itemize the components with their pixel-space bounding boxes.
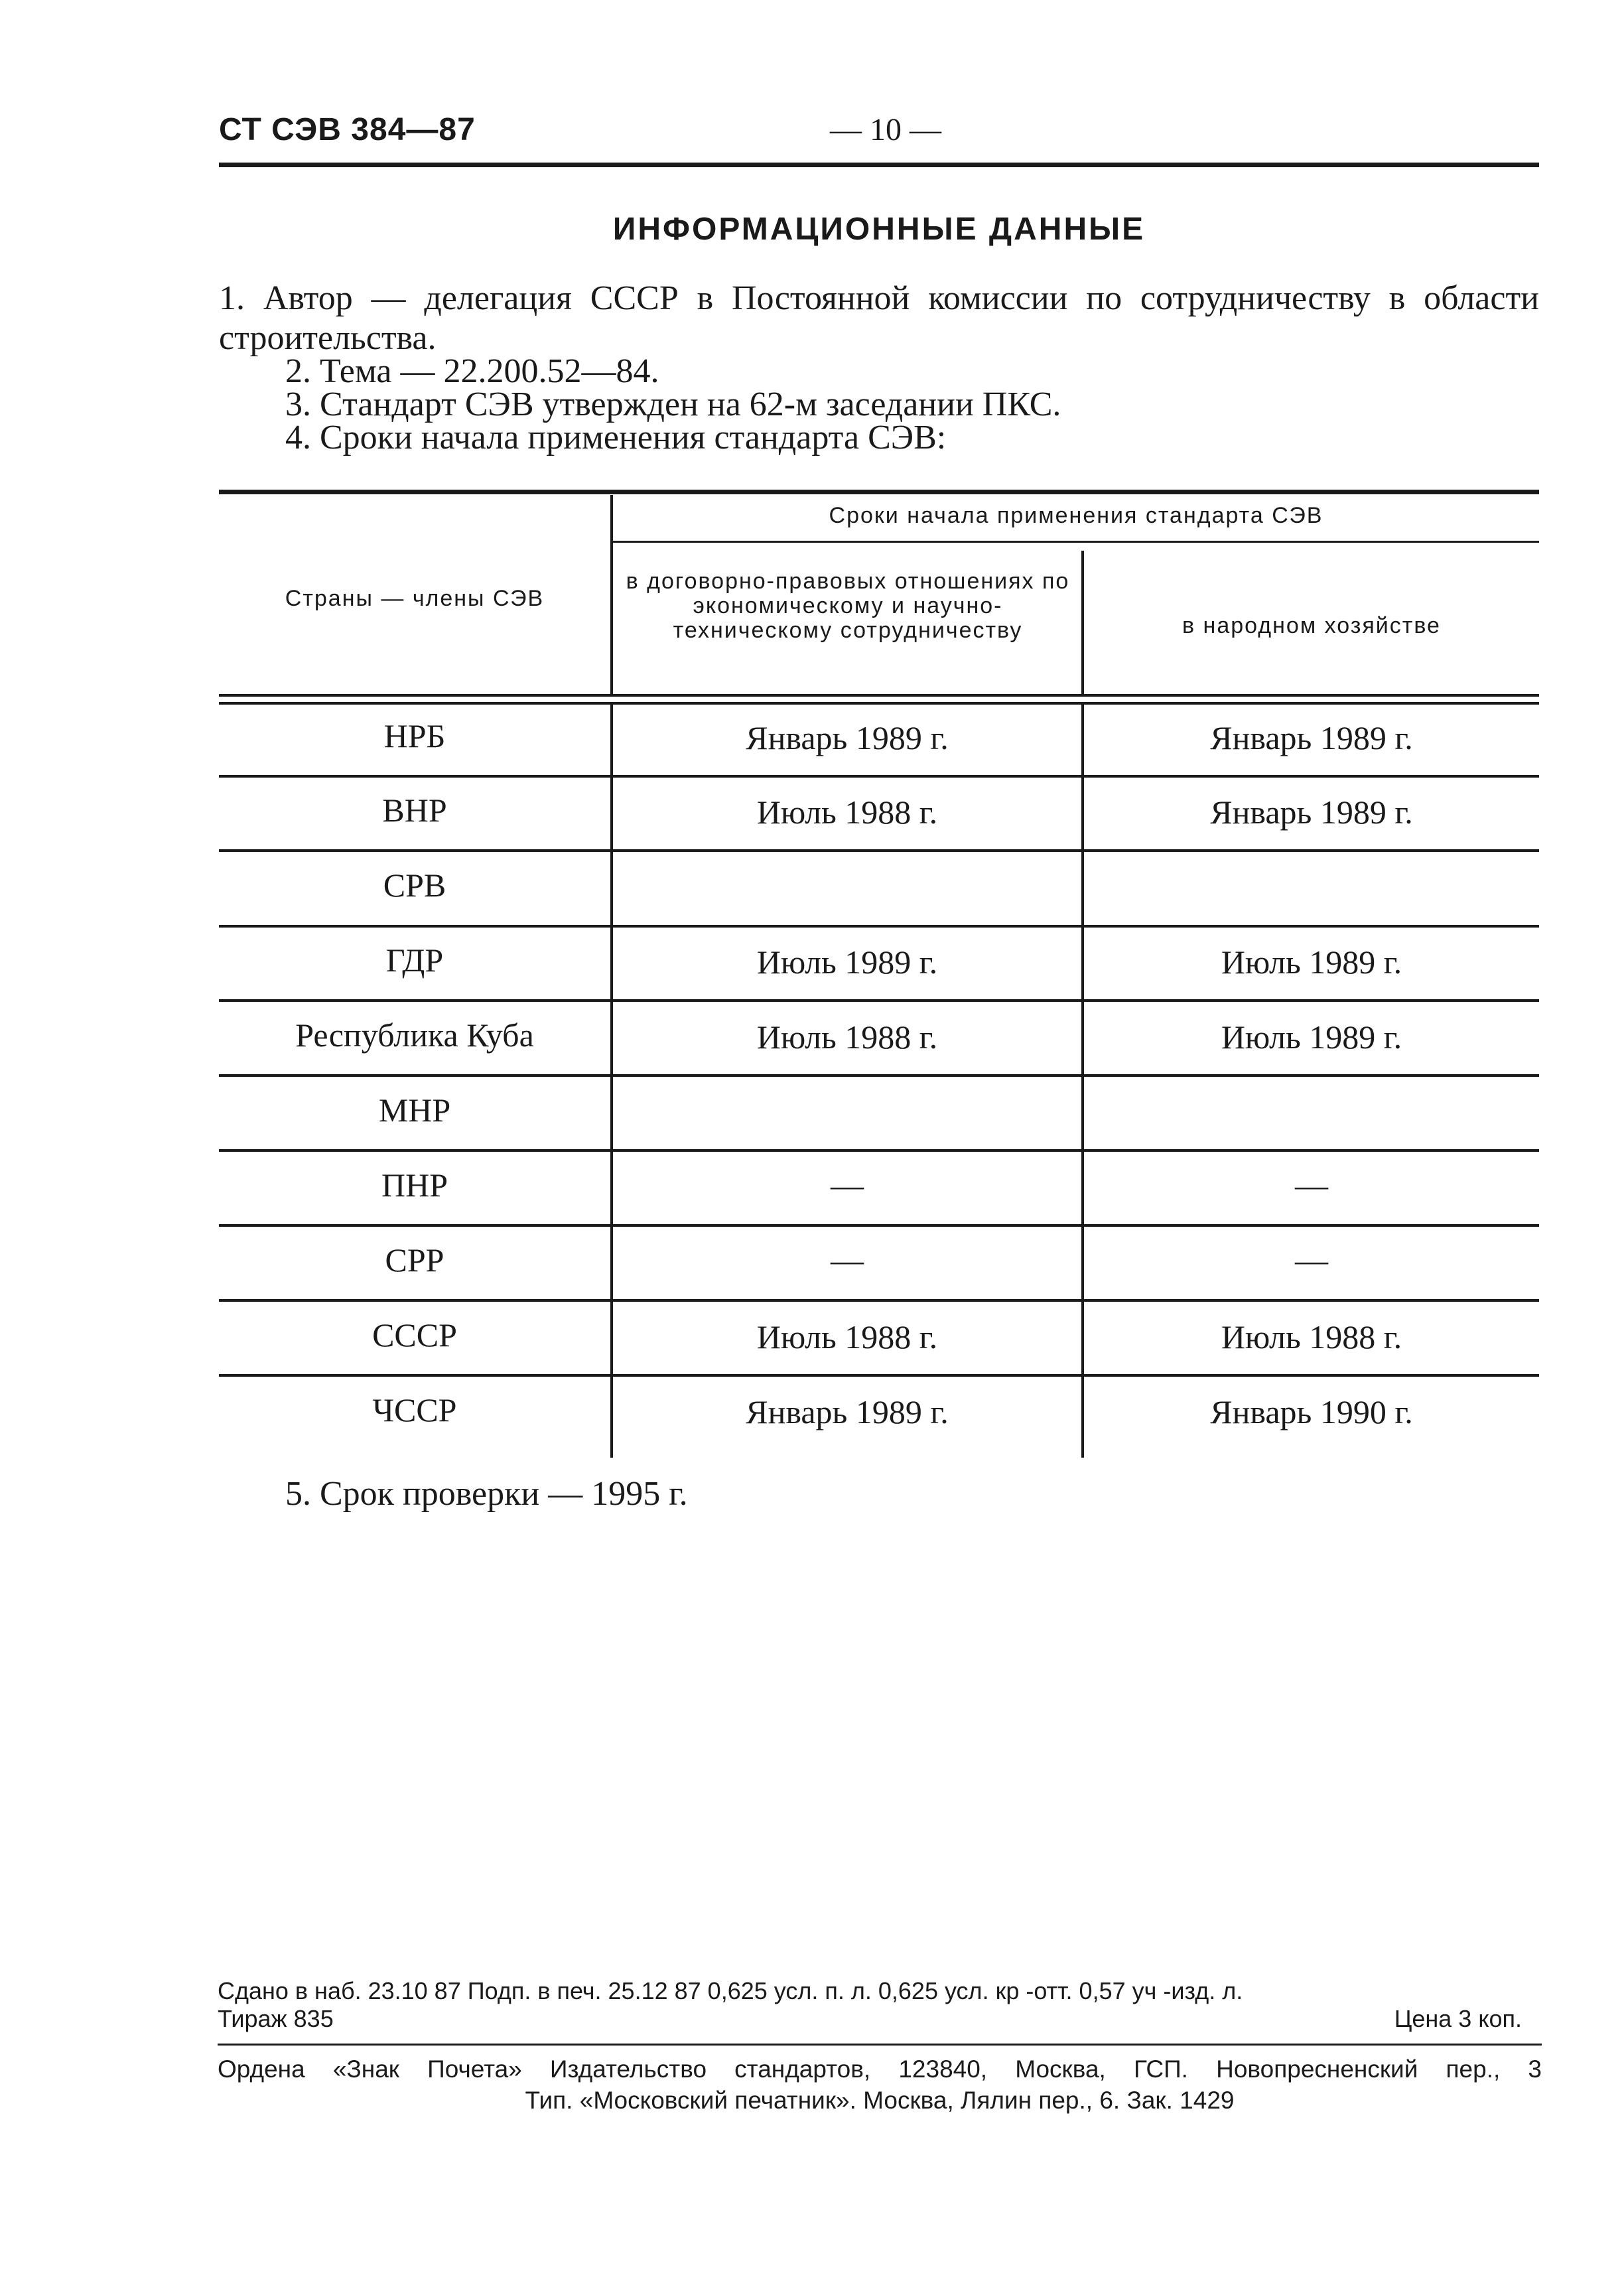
publisher-line: Ордена «Знак Почета» Издательство стандартов, 123840, Москва, ГСП. Новопресненский пер., 3 xyxy=(218,2055,1542,2083)
header-countries: Страны — члены СЭВ xyxy=(285,586,545,611)
cell-contract-date: Январь 1989 г. xyxy=(746,719,949,756)
cell-country: ВНР xyxy=(382,792,447,829)
row-divider xyxy=(219,1074,1539,1077)
cell-economy-date: Июль 1989 г. xyxy=(1221,943,1402,981)
row-divider xyxy=(219,849,1539,852)
cell-economy-date: Январь 1990 г. xyxy=(1210,1393,1413,1430)
paragraph-approval: 3. Стандарт СЭВ утвержден на 62-м заседании ПКС. xyxy=(285,385,1061,423)
cell-economy-date: Июль 1989 г. xyxy=(1221,1018,1402,1056)
cell-contract-date: — xyxy=(831,1166,864,1204)
price: Цена 3 коп. xyxy=(1394,2005,1522,2032)
cell-country: СРР xyxy=(385,1241,444,1279)
cell-country: Республика Куба xyxy=(295,1016,534,1054)
row-divider xyxy=(219,999,1539,1002)
cell-contract-date: — xyxy=(831,1241,864,1279)
standard-code: СТ СЭВ 384—87 xyxy=(219,112,476,147)
header-bottom-rule xyxy=(219,694,1539,697)
row-divider xyxy=(219,1224,1539,1227)
cell-country: ПНР xyxy=(381,1166,448,1204)
paragraph-start-dates: 4. Сроки начала применения стандарта СЭВ: xyxy=(285,419,947,456)
cell-economy-date: Июль 1988 г. xyxy=(1221,1318,1402,1355)
row-divider xyxy=(219,1149,1539,1152)
cell-country: СССР xyxy=(372,1316,457,1354)
cell-contract-date: Июль 1988 г. xyxy=(756,1318,938,1355)
cell-country: ГДР xyxy=(385,941,444,979)
paragraph-topic: 2. Тема — 22.200.52—84. xyxy=(285,352,659,390)
printer-line: Тип. «Московский печатник». Москва, Лялин пер., 6. Зак. 1429 xyxy=(525,2087,1235,2114)
cell-contract-date: Июль 1988 г. xyxy=(756,794,938,831)
header-economy: в народном хозяйстве xyxy=(1182,613,1441,638)
cell-economy-date: Январь 1989 г. xyxy=(1210,719,1413,756)
group-header-rule xyxy=(613,541,1539,543)
header-contract: в договорно-правовых отношениях по экономическому и научно-техническому сотрудничеству xyxy=(626,569,1070,643)
cell-contract-date: Июль 1988 г. xyxy=(756,1018,938,1056)
cell-economy-date: — xyxy=(1295,1166,1328,1204)
page-title: ИНФОРМАЦИОННЫЕ ДАННЫЕ xyxy=(612,212,1146,247)
page-number: — 10 — xyxy=(830,112,941,147)
cell-country: ЧССР xyxy=(372,1391,457,1428)
cell-economy-date: Январь 1989 г. xyxy=(1210,794,1413,831)
cell-contract-date: Январь 1989 г. xyxy=(746,1393,949,1430)
imprint-rule xyxy=(218,2044,1542,2046)
cell-contract-date: Июль 1989 г. xyxy=(756,943,938,981)
cell-economy-date: — xyxy=(1295,1241,1328,1279)
cell-country: СРВ xyxy=(383,867,446,904)
row-divider xyxy=(219,925,1539,928)
row-divider xyxy=(219,1299,1539,1302)
header-group: Сроки начала применения стандарта СЭВ xyxy=(829,503,1323,528)
imprint-row xyxy=(218,2005,1542,2033)
paragraph-review-date: 5. Срок проверки — 1995 г. xyxy=(285,1475,688,1513)
row-divider xyxy=(219,1374,1539,1377)
circulation: Тираж 835 xyxy=(218,2005,334,2032)
header-rule xyxy=(219,163,1539,167)
cell-country: НРБ xyxy=(383,717,446,754)
row-divider xyxy=(219,775,1539,778)
table-top-rule xyxy=(219,490,1539,494)
paragraph-author: 1. Автор — делегация СССР в Постоянной комиссии по сотрудничеству в области строительства. xyxy=(219,279,1539,357)
cell-country: МНР xyxy=(378,1091,451,1129)
header-bottom-rule xyxy=(219,702,1539,705)
imprint-line: Сдано в наб. 23.10 87 Подп. в печ. 25.12 87 0,625 усл. п. л. 0,625 усл. кр -отт. 0,57 уч -изд. л. xyxy=(218,1977,1243,2004)
